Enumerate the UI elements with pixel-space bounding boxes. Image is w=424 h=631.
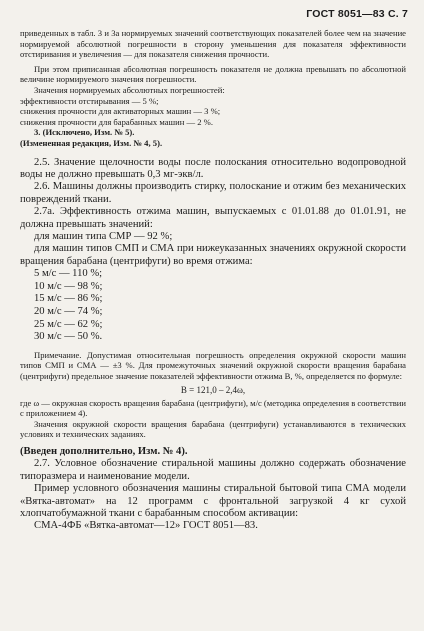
speed-item: 10 м/с — 98 %; bbox=[34, 280, 103, 292]
speed-item: 30 м/с — 50 %. bbox=[34, 331, 103, 343]
tolerance-title: Значения нормируемых абсолютных погрешностей: bbox=[34, 84, 225, 95]
clause-2-6: 2.6. Машины должны производить стирку, полоскание и отжим без механических повреждений ткани. bbox=[20, 181, 406, 205]
clause-2-7a-smp: для машин типов СМП и СМА при нижеуказанных значениях окружной скорости вращения барабана (центрифуги) во время отжима: bbox=[20, 243, 406, 267]
item-3-revision: (Измененная редакция, Изм. № 4, 5). bbox=[20, 137, 163, 148]
speed-values-note: Значения окружной скорости вращения барабана (центрифуги) устанавливаются в технических условиях и технических заданиях. bbox=[20, 418, 406, 440]
speed-list bbox=[20, 268, 406, 344]
tolerance-line: снижения прочности для активаторных машин — 3 %; bbox=[20, 106, 221, 117]
speed-item: 25 м/с — 62 %; bbox=[34, 318, 103, 330]
tolerance-list bbox=[20, 96, 406, 128]
clause-2-7a-smr: для машин типа СМР — 92 %; bbox=[34, 230, 173, 242]
designation-example: Пример условного обозначения машины стиральной бытовой типа СМА модели «Вятка-автомат» на 12 программ с фронтальной загрузкой 4 кг сухой хлопчатобумажной ткани с барабанным способом активации: bbox=[20, 483, 406, 519]
speed-item: 5 м/с — 110 %; bbox=[34, 268, 103, 280]
paragraph-error-note: При этом приписанная абсолютная погрешность показателя не должна превышать по абсолютной величине нормируемого значения погрешности. bbox=[20, 63, 406, 85]
tolerance-line: эффективности отстирывания — 5 %; bbox=[20, 95, 159, 106]
clause-2-7: 2.7. Условное обозначение стиральной машины должно содержать обозначение типоразмера и наименование модели. bbox=[20, 458, 406, 482]
clause-2-7a: 2.7а. Эффективность отжима машин, выпускаемых с 01.01.88 до 01.01.91, не должна превышать значений: bbox=[20, 206, 406, 230]
tolerance-line: снижения прочности для барабанных машин — 2 %. bbox=[20, 116, 213, 127]
designation-line: СМА-4ФБ «Вятка-автомат—12» ГОСТ 8051—83. bbox=[34, 520, 258, 532]
speed-item: 20 м/с — 74 %; bbox=[34, 305, 103, 317]
formula: B = 121,0 – 2,4ω, bbox=[180, 384, 246, 395]
page-header: ГОСТ 8051—83 С. 7 bbox=[306, 8, 408, 20]
paragraph-tolerance-intro: приведенных в табл. 3 и 3а нормируемых значений соответствующих показателей более чем на значение нормируемой абсолютной погрешности в сторону уменьшения для показателя эффективности отстиривания и увеличения — для показателя снижения прочности. bbox=[20, 28, 406, 60]
introduced-note: (Введен дополнительно, Изм. № 4). bbox=[20, 445, 188, 457]
item-3: 3. (Исключено, Изм. № 5). bbox=[34, 127, 135, 138]
document-body bbox=[20, 28, 406, 533]
clause-2-5: 2.5. Значение щелочности воды после полоскания относительно водопроводной воды не должно превышать 0,3 мг-экв/л. bbox=[20, 156, 406, 180]
note-primechanie: Примечание. Допустимая относительная погрешность определения окружной скорости машин типов СМП и СМА — ±3 %. Для промежуточных значений окружной скорости вращения барабана (центрифуги) предельное значение показателей эффективности отжима В, %, определяется по формуле: bbox=[20, 349, 406, 381]
speed-item: 15 м/с — 86 %; bbox=[34, 293, 103, 305]
formula-where: где ω — окружная скорость вращения барабана (центрифуги), м/с (методика определения в соответствии с приложением 4). bbox=[20, 397, 406, 419]
